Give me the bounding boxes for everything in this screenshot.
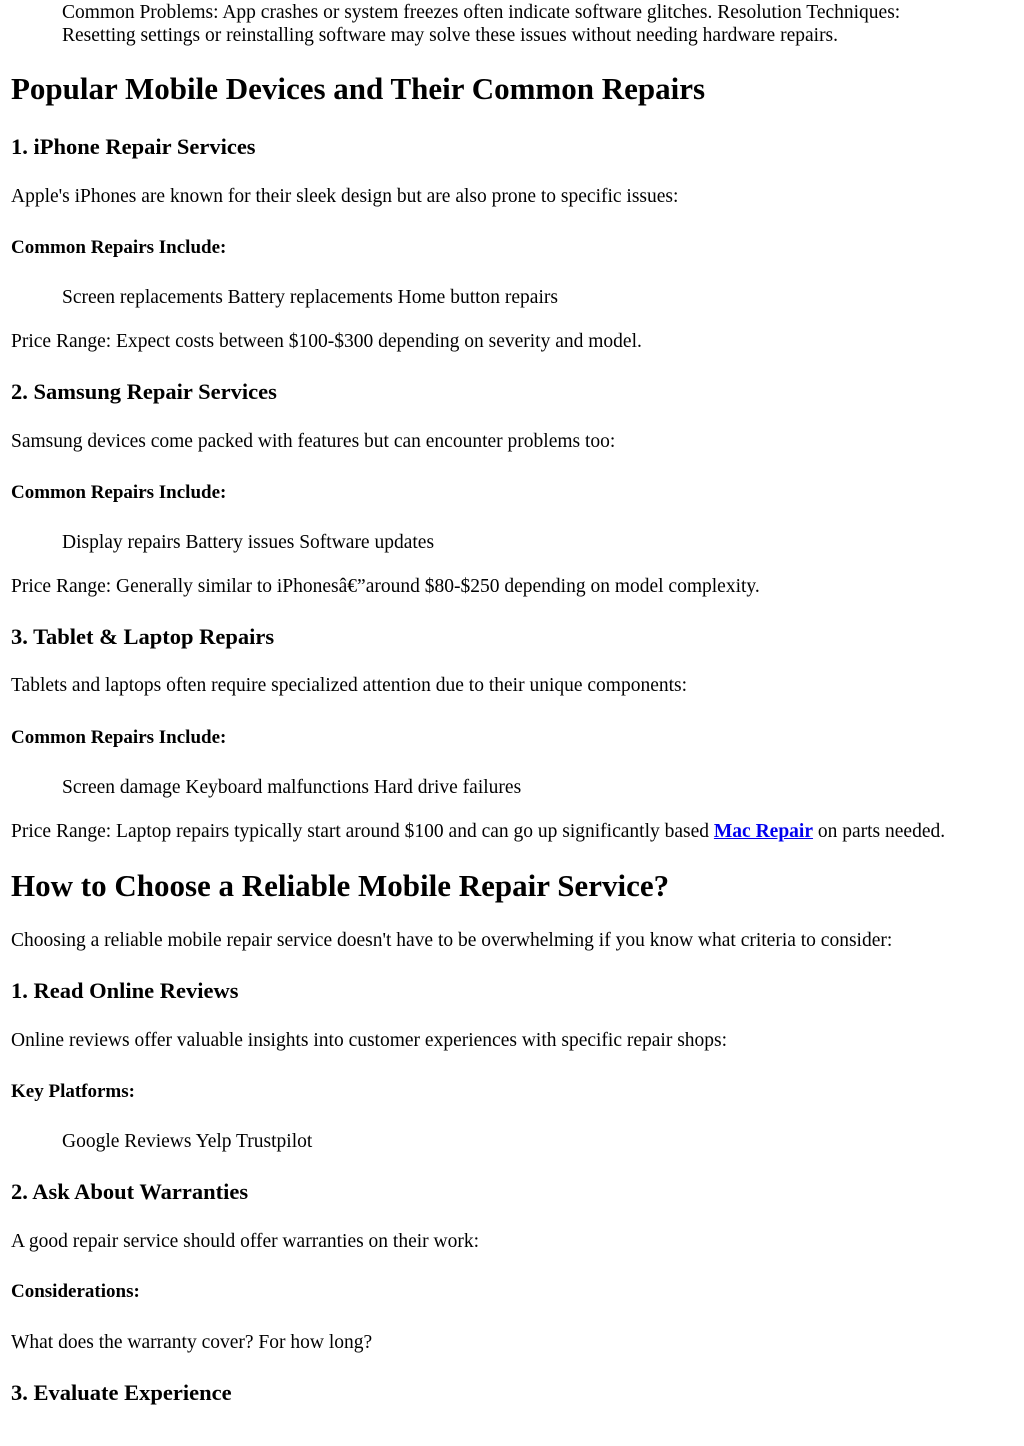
choose-service-description: Choosing a reliable mobile repair service doesn't have to be overwhelming if you know what criteria to consider: [11, 930, 893, 951]
considerations-label: Considerations: [11, 1281, 140, 1302]
choose-service-heading: How to Choose a Reliable Mobile Repair Service? [11, 868, 670, 903]
warranties-description: A good repair service should offer warranties on their work: [11, 1231, 480, 1252]
samsung-repairs-label: Common Repairs Include: [11, 482, 227, 503]
intro-line-1: Common Problems: App crashes or system freezes often indicate software glitches. Resolution Techniques: [62, 2, 901, 23]
iphone-repairs-list: Screen replacements Battery replacements Home button repairs [62, 287, 558, 308]
iphone-heading: 1. iPhone Repair Services [11, 134, 256, 159]
considerations-text: What does the warranty cover? For how long? [11, 1332, 373, 1353]
price-text-after: on parts needed. [812, 821, 946, 842]
experience-heading: 3. Evaluate Experience [11, 1380, 232, 1405]
mac-repair-link[interactable]: Mac Repair [713, 821, 813, 842]
reviews-heading: 1. Read Online Reviews [11, 978, 239, 1003]
tablet-laptop-description: Tablets and laptops often require specialized attention due to their unique components: [11, 675, 688, 696]
warranties-heading: 2. Ask About Warranties [11, 1179, 249, 1204]
popular-devices-heading: Popular Mobile Devices and Their Common Repairs [11, 71, 706, 106]
tablet-laptop-repairs-list: Screen damage Keyboard malfunctions Hard drive failures [62, 777, 522, 798]
samsung-repairs-list: Display repairs Battery issues Software updates [62, 532, 435, 553]
samsung-price-range: Price Range: Generally similar to iPhonesâ€”around $80-$250 depending on model complexity. [11, 576, 760, 597]
tablet-laptop-repairs-label: Common Repairs Include: [11, 727, 227, 748]
samsung-heading: 2. Samsung Repair Services [11, 379, 277, 404]
tablet-laptop-price-range [11, 820, 945, 843]
iphone-repairs-label: Common Repairs Include: [11, 237, 227, 258]
intro-line-2: Resetting settings or reinstalling software may solve these issues without needing hardware repairs. [62, 25, 839, 46]
tablet-laptop-heading: 3. Tablet & Laptop Repairs [11, 624, 275, 649]
reviews-description: Online reviews offer valuable insights into customer experiences with specific repair shops: [11, 1030, 728, 1051]
iphone-price-range: Price Range: Expect costs between $100-$300 depending on severity and model. [11, 331, 642, 352]
key-platforms-label: Key Platforms: [11, 1081, 135, 1102]
key-platforms-list: Google Reviews Yelp Trustpilot [62, 1131, 313, 1152]
samsung-description: Samsung devices come packed with features but can encounter problems too: [11, 431, 616, 452]
price-text-before: Price Range: Laptop repairs typically start around $100 and can go up significantly based [11, 821, 714, 842]
iphone-description: Apple's iPhones are known for their sleek design but are also prone to specific issues: [11, 186, 679, 207]
